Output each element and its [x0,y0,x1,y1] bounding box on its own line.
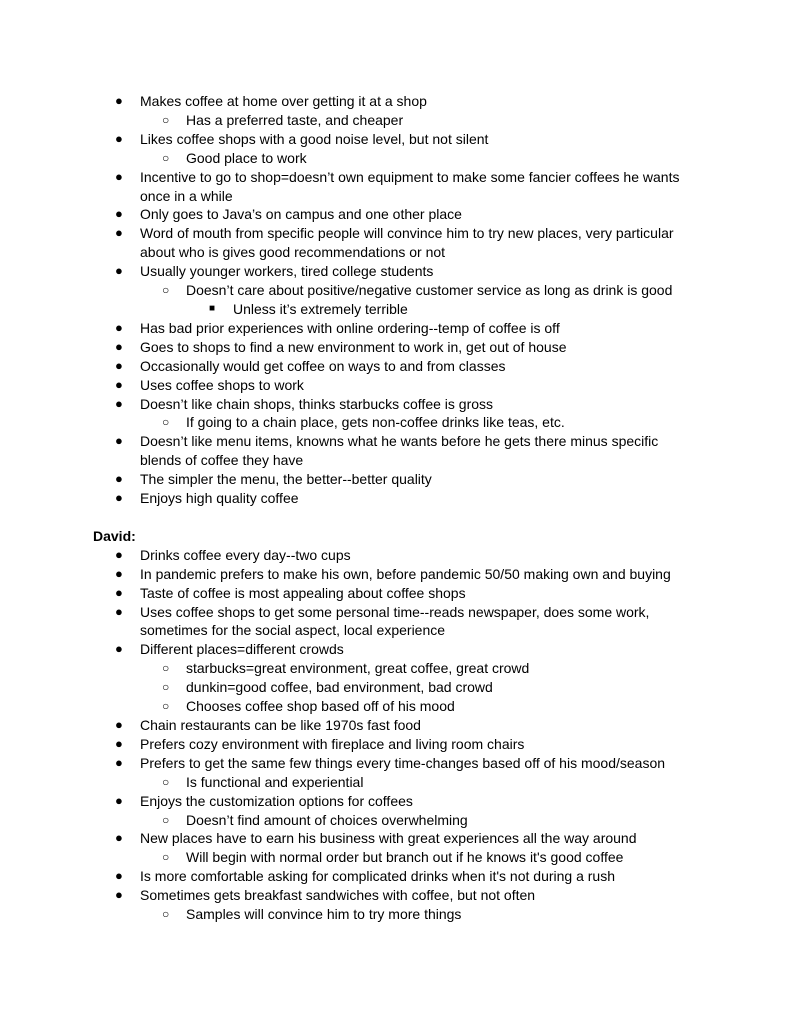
list-item-text: Different places=different crowds [140,641,344,658]
bullet-icon: ● [115,887,123,903]
sub-list-item [0,413,706,432]
bullet-icon: ● [115,565,123,581]
list-item [0,546,695,565]
bullet-icon: ○ [162,699,170,714]
list-item [0,262,695,281]
sub-list-item [0,678,706,697]
bullet-icon: ● [115,168,123,184]
bullet-icon: ○ [162,850,170,865]
list-item-text: Prefers to get the same few things every time-changes based off of his mood/season [140,754,666,771]
list-item [0,792,695,811]
bullet-icon: ● [115,357,123,373]
list-item [0,716,695,735]
bullet-icon: ○ [162,112,170,127]
list-item-text: Makes coffee at home over getting it at a shop [140,93,427,109]
list-item [0,205,695,224]
sub-list-item [0,697,706,716]
notes-list-david [0,546,792,924]
bullet-icon: ● [115,490,123,506]
list-item [0,319,695,338]
list-item-text: New places have to earn his business with great experiences all the way around [140,830,637,847]
list-item-text: In pandemic prefers to make his own, before pandemic 50/50 making own and buying [140,565,671,582]
list-item [0,603,695,641]
list-item [0,395,695,414]
list-item-text: Drinks coffee every day--two cups [140,546,351,563]
bullet-icon: ● [115,603,123,619]
bullet-icon: ○ [162,283,170,298]
list-item-text: Usually younger workers, tired college students [140,263,434,280]
list-item [0,640,695,659]
bullet-icon: ● [115,319,123,335]
bullet-icon: ○ [162,150,170,165]
sub-list-item [0,848,706,867]
document-body [0,92,792,924]
list-item [0,432,695,470]
list-item-text: Chooses coffee shop based off of his mood [186,698,455,715]
list-item [0,357,695,376]
list-item [0,168,695,206]
bullet-icon: ○ [162,812,170,827]
bullet-icon: ● [115,641,123,657]
list-item [0,376,695,395]
bullet-icon: ○ [162,680,170,695]
sub-list-item [0,149,706,168]
list-item [0,829,695,848]
list-item [0,92,695,111]
list-item-text: Is more comfortable asking for complicated drinks when it's not during a rush [140,868,616,885]
list-item-text: Uses coffee shops to work [140,376,304,393]
sub-list-item [0,659,706,678]
list-item [0,754,695,773]
sub-list-item [0,905,706,924]
bullet-icon: ● [115,93,123,108]
list-item-text: Has a preferred taste, and cheaper [186,111,404,128]
list-item-text: Doesn’t like menu items, knowns what he wants before he gets there minus specific blends of coffee they have [140,433,659,469]
bullet-icon: ○ [162,661,170,676]
list-item-text: Word of mouth from specific people will convince him to try new places, very particular about who is gives good recommendations or not [140,225,674,261]
list-item-text: Only goes to Java’s on campus and one other place [140,206,462,223]
list-item-text: The simpler the menu, the better--better quality [140,471,432,488]
list-item-text: Doesn’t find amount of choices overwhelming [186,811,468,828]
list-item-text: Will begin with normal order but branch out if he knows it's good coffee [186,849,624,866]
bullet-icon: ● [115,792,123,808]
bullet-icon: ● [115,433,123,449]
bullet-icon: ● [115,471,123,487]
list-item-text: Incentive to go to shop=doesn’t own equipment to make some fancier coffees he wants once in a while [140,168,680,204]
bullet-icon: ● [115,735,123,751]
bullet-icon: ○ [162,907,170,922]
list-item-text: Is functional and experiential [186,773,364,790]
list-item [0,584,695,603]
list-item-text: Enjoys high quality coffee [140,490,299,507]
list-item-text: Occasionally would get coffee on ways to and from classes [140,357,506,374]
list-item [0,338,695,357]
bullet-icon: ● [115,376,123,392]
list-item-text: Doesn’t care about positive/negative customer service as long as drink is good [186,282,673,299]
list-item-text: Doesn’t like chain shops, thinks starbucks coffee is gross [140,395,494,412]
bullet-icon: ● [115,338,123,354]
bullet-icon: ● [115,584,123,600]
list-item [0,470,695,489]
list-item [0,886,695,905]
list-item-text: Chain restaurants can be like 1970s fast food [140,717,421,733]
list-item [0,735,695,754]
list-item-text: Good place to work [186,149,307,166]
sub-list-item [0,811,706,830]
list-item-text: Goes to shops to find a new environment to work in, get out of house [140,338,567,355]
bullet-icon: ● [115,717,123,732]
bullet-icon: ● [115,225,123,241]
list-item-text: dunkin=good coffee, bad environment, bad crowd [186,679,493,696]
list-item-text: Sometimes gets breakfast sandwiches with coffee, but not often [140,887,536,904]
list-item [0,489,695,508]
list-item-text: Uses coffee shops to get some personal time--reads newspaper, does some work, sometimes for the social aspect, local experience [140,603,650,639]
bullet-icon: ○ [162,415,170,430]
bullet-icon: ● [115,130,123,146]
bullet-icon: ■ [209,302,216,314]
bullet-icon: ● [115,754,123,770]
bullet-icon: ● [115,263,123,279]
list-item-text: starbucks=great environment, great coffee, great crowd [186,660,530,677]
bullet-icon: ● [115,546,123,562]
bullet-icon: ● [115,206,123,222]
list-item [0,130,695,149]
section-heading-david: David: [93,527,136,544]
list-item-text: Samples will convince him to try more things [186,906,462,923]
list-item-text: Unless it’s extremely terrible [233,300,408,317]
sub-list-item [0,111,706,130]
list-item-text: Has bad prior experiences with online ordering--temp of coffee is off [140,319,560,336]
notes-list-first-interviewee [0,92,792,508]
list-item [0,565,695,584]
list-item-text: If going to a chain place, gets non-coffee drinks like teas, etc. [186,414,565,431]
list-item [0,224,695,262]
list-item-text: Enjoys the customization options for coffees [140,792,413,809]
sub-list-item [0,773,706,792]
bullet-icon: ● [115,830,123,846]
list-item-text: Likes coffee shops with a good noise level, but not silent [140,130,489,147]
sub-sub-list-item [0,300,703,319]
sub-list-item [0,281,706,300]
bullet-icon: ● [115,395,123,411]
bullet-icon: ○ [162,774,170,789]
bullet-icon: ● [115,868,123,884]
list-item-text: Prefers cozy environment with fireplace and living room chairs [140,735,525,752]
list-item [0,867,695,886]
list-item-text: Taste of coffee is most appealing about coffee shops [140,584,466,601]
